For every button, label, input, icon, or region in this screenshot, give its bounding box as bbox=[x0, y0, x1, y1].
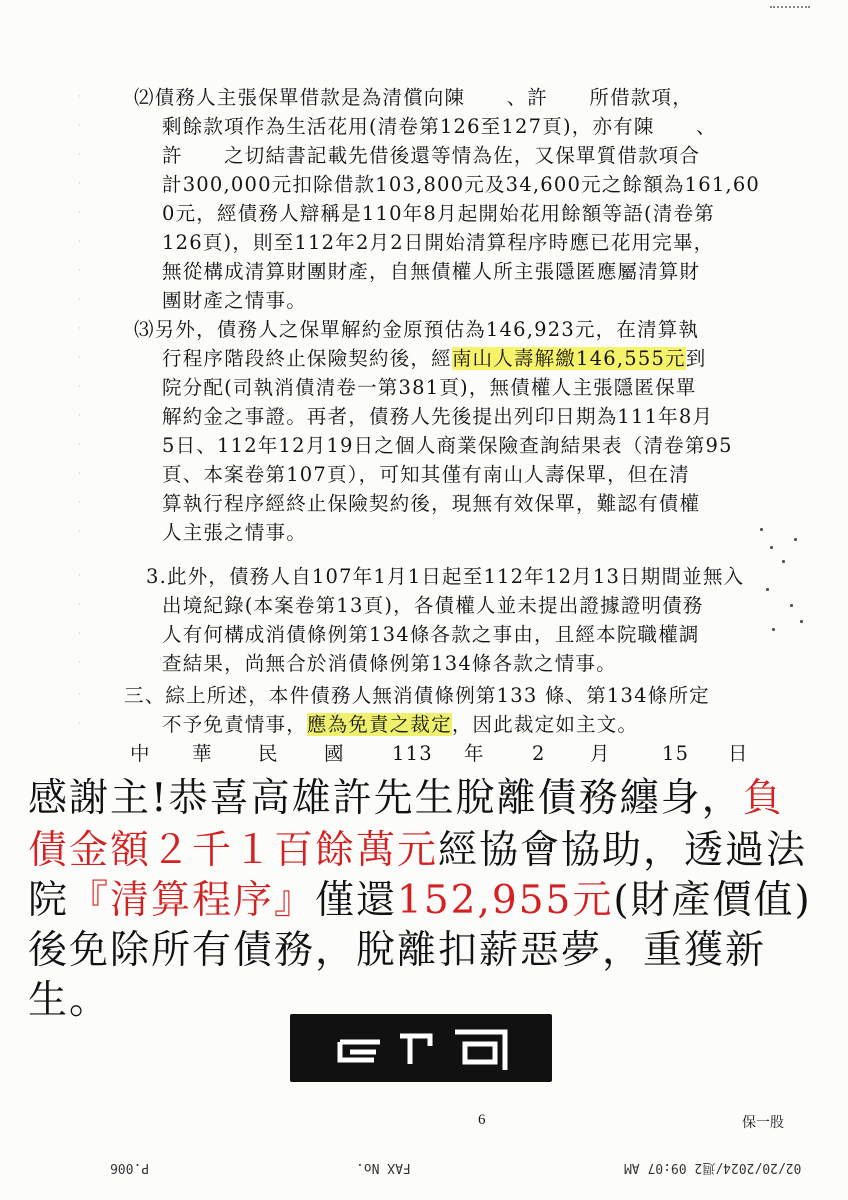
fax-page-code: P.006 bbox=[110, 1160, 150, 1175]
line-number-mark: · bbox=[78, 527, 81, 537]
scan-speck bbox=[794, 538, 797, 541]
announcement-line-5: 生。 bbox=[28, 978, 111, 1023]
page-number: 6 bbox=[478, 1112, 486, 1128]
date-part: 2 bbox=[532, 742, 546, 765]
line-number-mark: · bbox=[78, 719, 81, 729]
announcement-line-1: 感謝主!恭喜高雄許先生脫離債務纏身，負 bbox=[28, 776, 784, 821]
line-number-mark: · bbox=[78, 324, 81, 334]
section-label: 保一股 bbox=[742, 1115, 784, 1131]
scan-speck bbox=[766, 588, 769, 591]
text-line: 院分配(司執消債清卷一第381頁)，無債權人主張隱匿保單 bbox=[162, 376, 697, 399]
scan-mark bbox=[770, 6, 810, 12]
text-line: 出境紀錄(本案卷第13頁)，各債權人並未提出證據證明債務 bbox=[162, 594, 704, 617]
line-number-mark: · bbox=[78, 237, 81, 247]
text-line: 許 之切結書記載先借後還等情為佐，又保單質借款項合 bbox=[162, 144, 701, 167]
fax-timestamp: 02/20/2024/週2 09:07 AM bbox=[624, 1160, 802, 1175]
line-number-mark: · bbox=[78, 690, 81, 700]
date-part: 月 bbox=[590, 742, 611, 765]
line-number-mark: · bbox=[78, 571, 81, 581]
date-part: 中 bbox=[130, 742, 151, 765]
line-number-mark: · bbox=[78, 469, 81, 479]
line-number-mark: · bbox=[78, 92, 81, 102]
line-number-mark: · bbox=[78, 353, 81, 363]
text-line: 無從構成清算財團財產，自無債權人所主張隱匿應屬清算財 bbox=[162, 260, 701, 283]
highlighted-text: 南山人壽解繳146,555元 bbox=[451, 347, 686, 370]
text-line: 頁、本案卷第107頁），可知其僅有南山人壽保單，但在清 bbox=[162, 463, 690, 486]
text-line: 計300,000元扣除借款103,800元及34,600元之餘額為161,60 bbox=[162, 173, 761, 196]
text-line: 剩餘款項作為生活花用(清卷第126至127頁)，亦有陳 、 bbox=[162, 115, 717, 138]
date-part: 華 bbox=[192, 742, 213, 765]
text-line: ⑶另外，債務人之保單解約金原預估為146,923元，在清算執 bbox=[134, 318, 700, 341]
text-line: 查結果，尚無合於消債條例第134條各款之情事。 bbox=[162, 652, 617, 675]
text-line: ⑵債務人主張保單借款是為清償向陳 、許 所借款項， bbox=[134, 86, 693, 109]
text-line: 團財產之情事。 bbox=[162, 289, 307, 312]
scan-speck bbox=[770, 546, 773, 549]
text-line: 126頁)，則至112年2月2日開始清算程序時應已花用完畢， bbox=[162, 231, 715, 254]
highlighted-text: 應為免責之裁定 bbox=[306, 713, 452, 736]
date-part: 國 bbox=[324, 742, 345, 765]
fax-number-label: FAX No. bbox=[356, 1160, 411, 1175]
line-number-mark: · bbox=[78, 121, 81, 131]
text-line: 行程序階段終止保險契約後，經南山人壽解繳146,555元到 bbox=[162, 347, 707, 370]
text-line: 算執行程序經終止保險契約後，現無有效保單，難認有債權 bbox=[162, 492, 701, 515]
line-number-mark: · bbox=[78, 498, 81, 508]
line-number-mark: · bbox=[78, 295, 81, 305]
line-number-mark: · bbox=[78, 179, 81, 189]
text-line: 5日、112年12月19日之個人商業保險查詢結果表（清卷第95 bbox=[162, 434, 733, 457]
announcement-line-2: 債金額２千１百餘萬元經協會協助，透過法 bbox=[28, 828, 808, 873]
text-line: 解約金之事證。再者，債務人先後提出列印日期為111年8月 bbox=[162, 405, 714, 428]
line-number-mark: · bbox=[78, 411, 81, 421]
date-part: 113 bbox=[392, 742, 433, 765]
date-part: 日 bbox=[728, 742, 749, 765]
date-part: 民 bbox=[258, 742, 279, 765]
text-line: 3.此外，債務人自107年1月1日起至112年12月13日期間並無入 bbox=[146, 565, 745, 588]
date-part: 15 bbox=[662, 742, 690, 765]
scan-speck bbox=[760, 528, 763, 531]
text-line: 人有何構成消債條例第134條各款之事由，且經本院職權調 bbox=[162, 623, 700, 646]
text-line: 人主張之情事。 bbox=[162, 521, 307, 544]
scan-speck bbox=[782, 560, 785, 563]
announcement-line-3: 院『清算程序』僅還152,955元(財產價值) bbox=[28, 878, 812, 923]
line-number-mark: · bbox=[78, 629, 81, 639]
date-part: 年 bbox=[464, 742, 485, 765]
text-line: 0元，經債務人辯稱是110年8月起開始花用餘額等語(清卷第 bbox=[162, 202, 715, 225]
line-number-mark: · bbox=[78, 266, 81, 276]
line-number-mark: · bbox=[78, 440, 81, 450]
scan-speck bbox=[772, 628, 775, 631]
line-number-mark: · bbox=[78, 382, 81, 392]
line-number-mark: · bbox=[78, 600, 81, 610]
text-line: 三、綜上所述，本件債務人無消債條例第133 條、第134條所定 bbox=[124, 684, 710, 707]
line-number-mark: · bbox=[78, 150, 81, 160]
scan-speck bbox=[790, 604, 793, 607]
line-number-mark: · bbox=[78, 658, 81, 668]
scan-speck bbox=[800, 620, 803, 623]
court-seal-stamp bbox=[290, 1014, 552, 1082]
text-line: 不予免責情事，應為免責之裁定，因此裁定如主文。 bbox=[162, 713, 639, 736]
line-number-mark: · bbox=[78, 208, 81, 218]
announcement-line-4: 後免除所有債務，脫離扣薪惡夢，重獲新 bbox=[28, 928, 767, 973]
